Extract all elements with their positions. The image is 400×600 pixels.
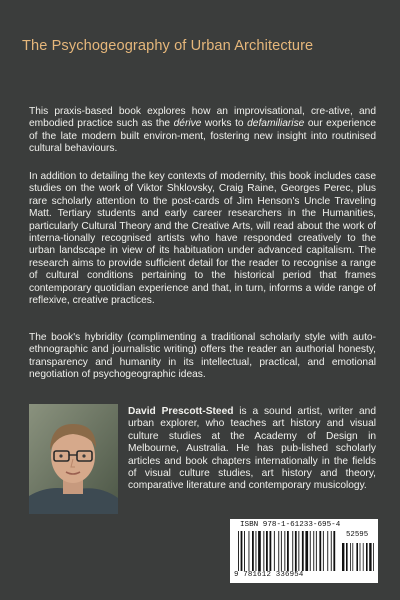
addon-digits: 52595: [346, 531, 369, 539]
author-portrait: [29, 404, 118, 514]
description-paragraph-3: The book's hybridity (complimenting a traditional scholarly style with auto-ethnographic and journalistic writing) offers the reader an authorial honesty, transparency and humanity in its intellectual, practical, and emotional negotiation of psychogeographic ideas.: [29, 332, 376, 381]
ean-digits: 9 781612 336954: [234, 571, 304, 579]
book-title: The Psychogeography of Urban Architecture: [22, 38, 314, 54]
author-bio: David Prescott-Steed is a sound artist, writer and urban explorer, who teaches art history and visual culture studies at the Academy of Design in Melbourne, Australia. He has pub-lished scholarly articles and book chapters internationally in the fields of visual culture studies, art history and theory, comparative literature and contemporary musicology.: [128, 406, 376, 492]
isbn-barcode: [230, 519, 378, 583]
isbn-label: ISBN 978-1-61233-695-4: [240, 521, 341, 529]
description-paragraph-2: In addition to detailing the key contexts of modernity, this book includes case studies on the work of Viktor Shklovsky, Craig Raine, Georges Perec, plus rare scholarly attention to the post-cards of Jim Henson's Uncle Traveling Matt. Tertiary students and early career researchers in the Humanities, particularly Cultural Theory and the Creative Arts, will read about the work of interna-tionally recognised artists who have responded creatively to the urban landscape in view of its habituation under advanced capitalism. The research aims to provide sufficient detail for the reader to recognise a range of cultural conditions pertaining to the historical period that frames contemporary quotidian experience and that, in turn, informs a wide range of reflexive, creative practices.: [29, 171, 376, 307]
description-paragraph-1: This praxis-based book explores how an improvisational, cre-ative, and embodied practice such as the dérive works to defamiliarise our experience of the late modern built environ-ment, fostering new insight into routinised cultural behaviours.: [29, 106, 376, 155]
author-name: David Prescott-Steed: [128, 406, 234, 417]
